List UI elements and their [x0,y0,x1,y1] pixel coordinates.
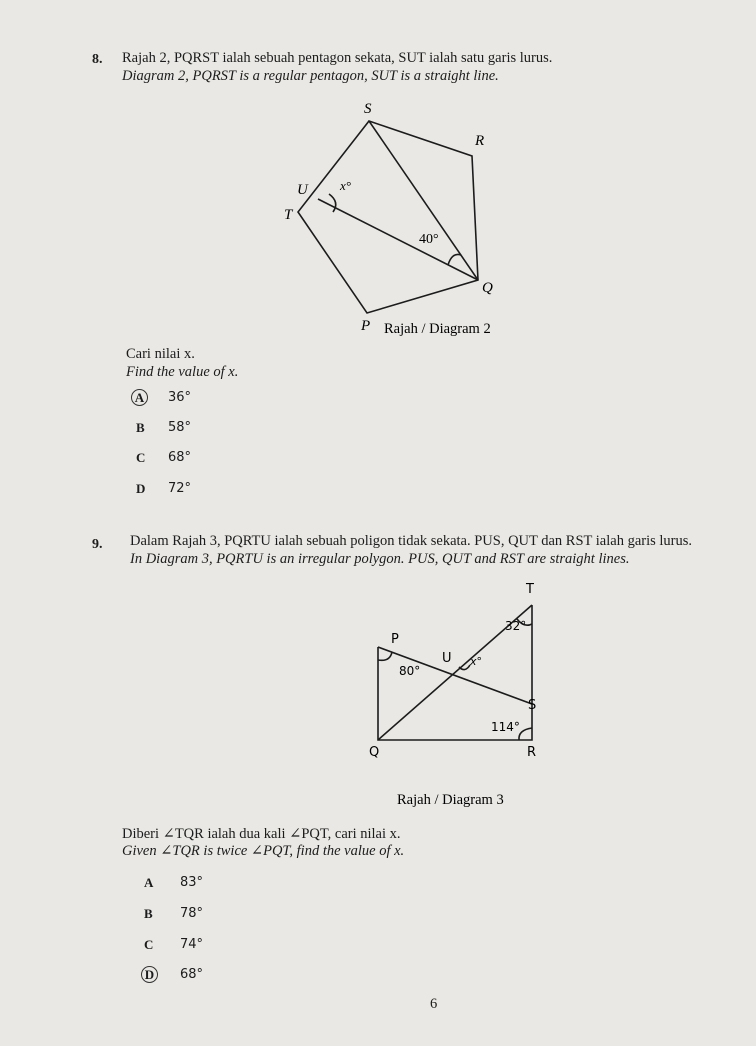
line-tq [318,199,478,280]
q8-option-d-value: 72° [168,481,192,496]
angle-x-label: x° [470,655,483,668]
q9-option-d-value: 68° [180,967,204,982]
q8-option-a-value: 36° [168,390,192,405]
label-s: S [364,101,372,117]
angle-40-label: 40° [419,232,439,247]
q8-option-b-letter[interactable]: B [136,420,145,435]
q9-number: 9. [92,537,103,552]
label-r: R [475,133,485,149]
angle-arc-x [329,194,336,212]
angle-arc-80 [378,652,392,660]
line-sq [369,121,478,280]
label-t: T [284,207,293,223]
angle-arc-114 [519,728,532,740]
q9-option-a-letter[interactable]: A [144,875,154,890]
angle-114-label: 114° [491,720,520,734]
q9-text-english: In Diagram 3, PQRTU is an irregular polygon. PUS, QUT and RST are straight lines. [130,551,630,567]
angle-x-label: x° [340,178,351,193]
label-u: U [297,182,308,198]
q8-ask-english: Find the value of x. [126,364,239,380]
page-number: 6 [430,996,438,1012]
q9-ask-malay: Diberi ∠TQR ialah dua kali ∠PQT, cari nilai x. [122,826,401,842]
q9-ask-english: Given ∠TQR is twice ∠PQT, find the value of x. [122,843,405,859]
label-q: Q [369,745,380,760]
q9-option-c-letter[interactable]: C [144,937,154,952]
label-u: U [442,651,452,666]
diagram-2 [0,0,756,360]
q8-option-c-value: 68° [168,450,192,465]
label-s: S [528,698,537,713]
label-r: R [527,745,537,760]
diagram-2-caption: Rajah / Diagram 2 [384,321,491,337]
q8-text-malay: Rajah 2, PQRST ialah sebuah pentagon sekata, SUT ialah satu garis lurus. [122,50,553,66]
label-p: P [361,318,371,334]
angle-arc-40 [448,254,461,265]
q9-option-d-letter-circled[interactable]: D [141,966,158,983]
label-q: Q [482,280,493,296]
angle-80-label: 80° [399,664,421,678]
q8-text-english: Diagram 2, PQRST is a regular pentagon, SUT is a straight line. [122,68,499,84]
angle-32-label: 32° [505,619,527,633]
diagram-3 [0,570,756,810]
q9-option-b-letter[interactable]: B [144,906,153,921]
q9-option-c-value: 74° [180,937,204,952]
q8-option-a-letter-circled[interactable]: A [131,389,148,406]
label-t: T [526,582,534,597]
q8-number: 8. [92,52,103,67]
label-p: P [391,632,399,647]
q8-option-b-value: 58° [168,420,192,435]
q9-option-b-value: 78° [180,906,204,921]
q8-ask-malay: Cari nilai x. [126,346,195,362]
q8-option-c-letter[interactable]: C [136,450,146,465]
diagram-3-caption: Rajah / Diagram 3 [397,792,504,808]
q8-option-d-letter[interactable]: D [136,481,146,496]
q9-text-malay: Dalam Rajah 3, PQRTU ialah sebuah poligon tidak sekata. PUS, QUT dan RST ialah garis lurus. [130,533,693,549]
q9-option-a-value: 83° [180,875,204,890]
